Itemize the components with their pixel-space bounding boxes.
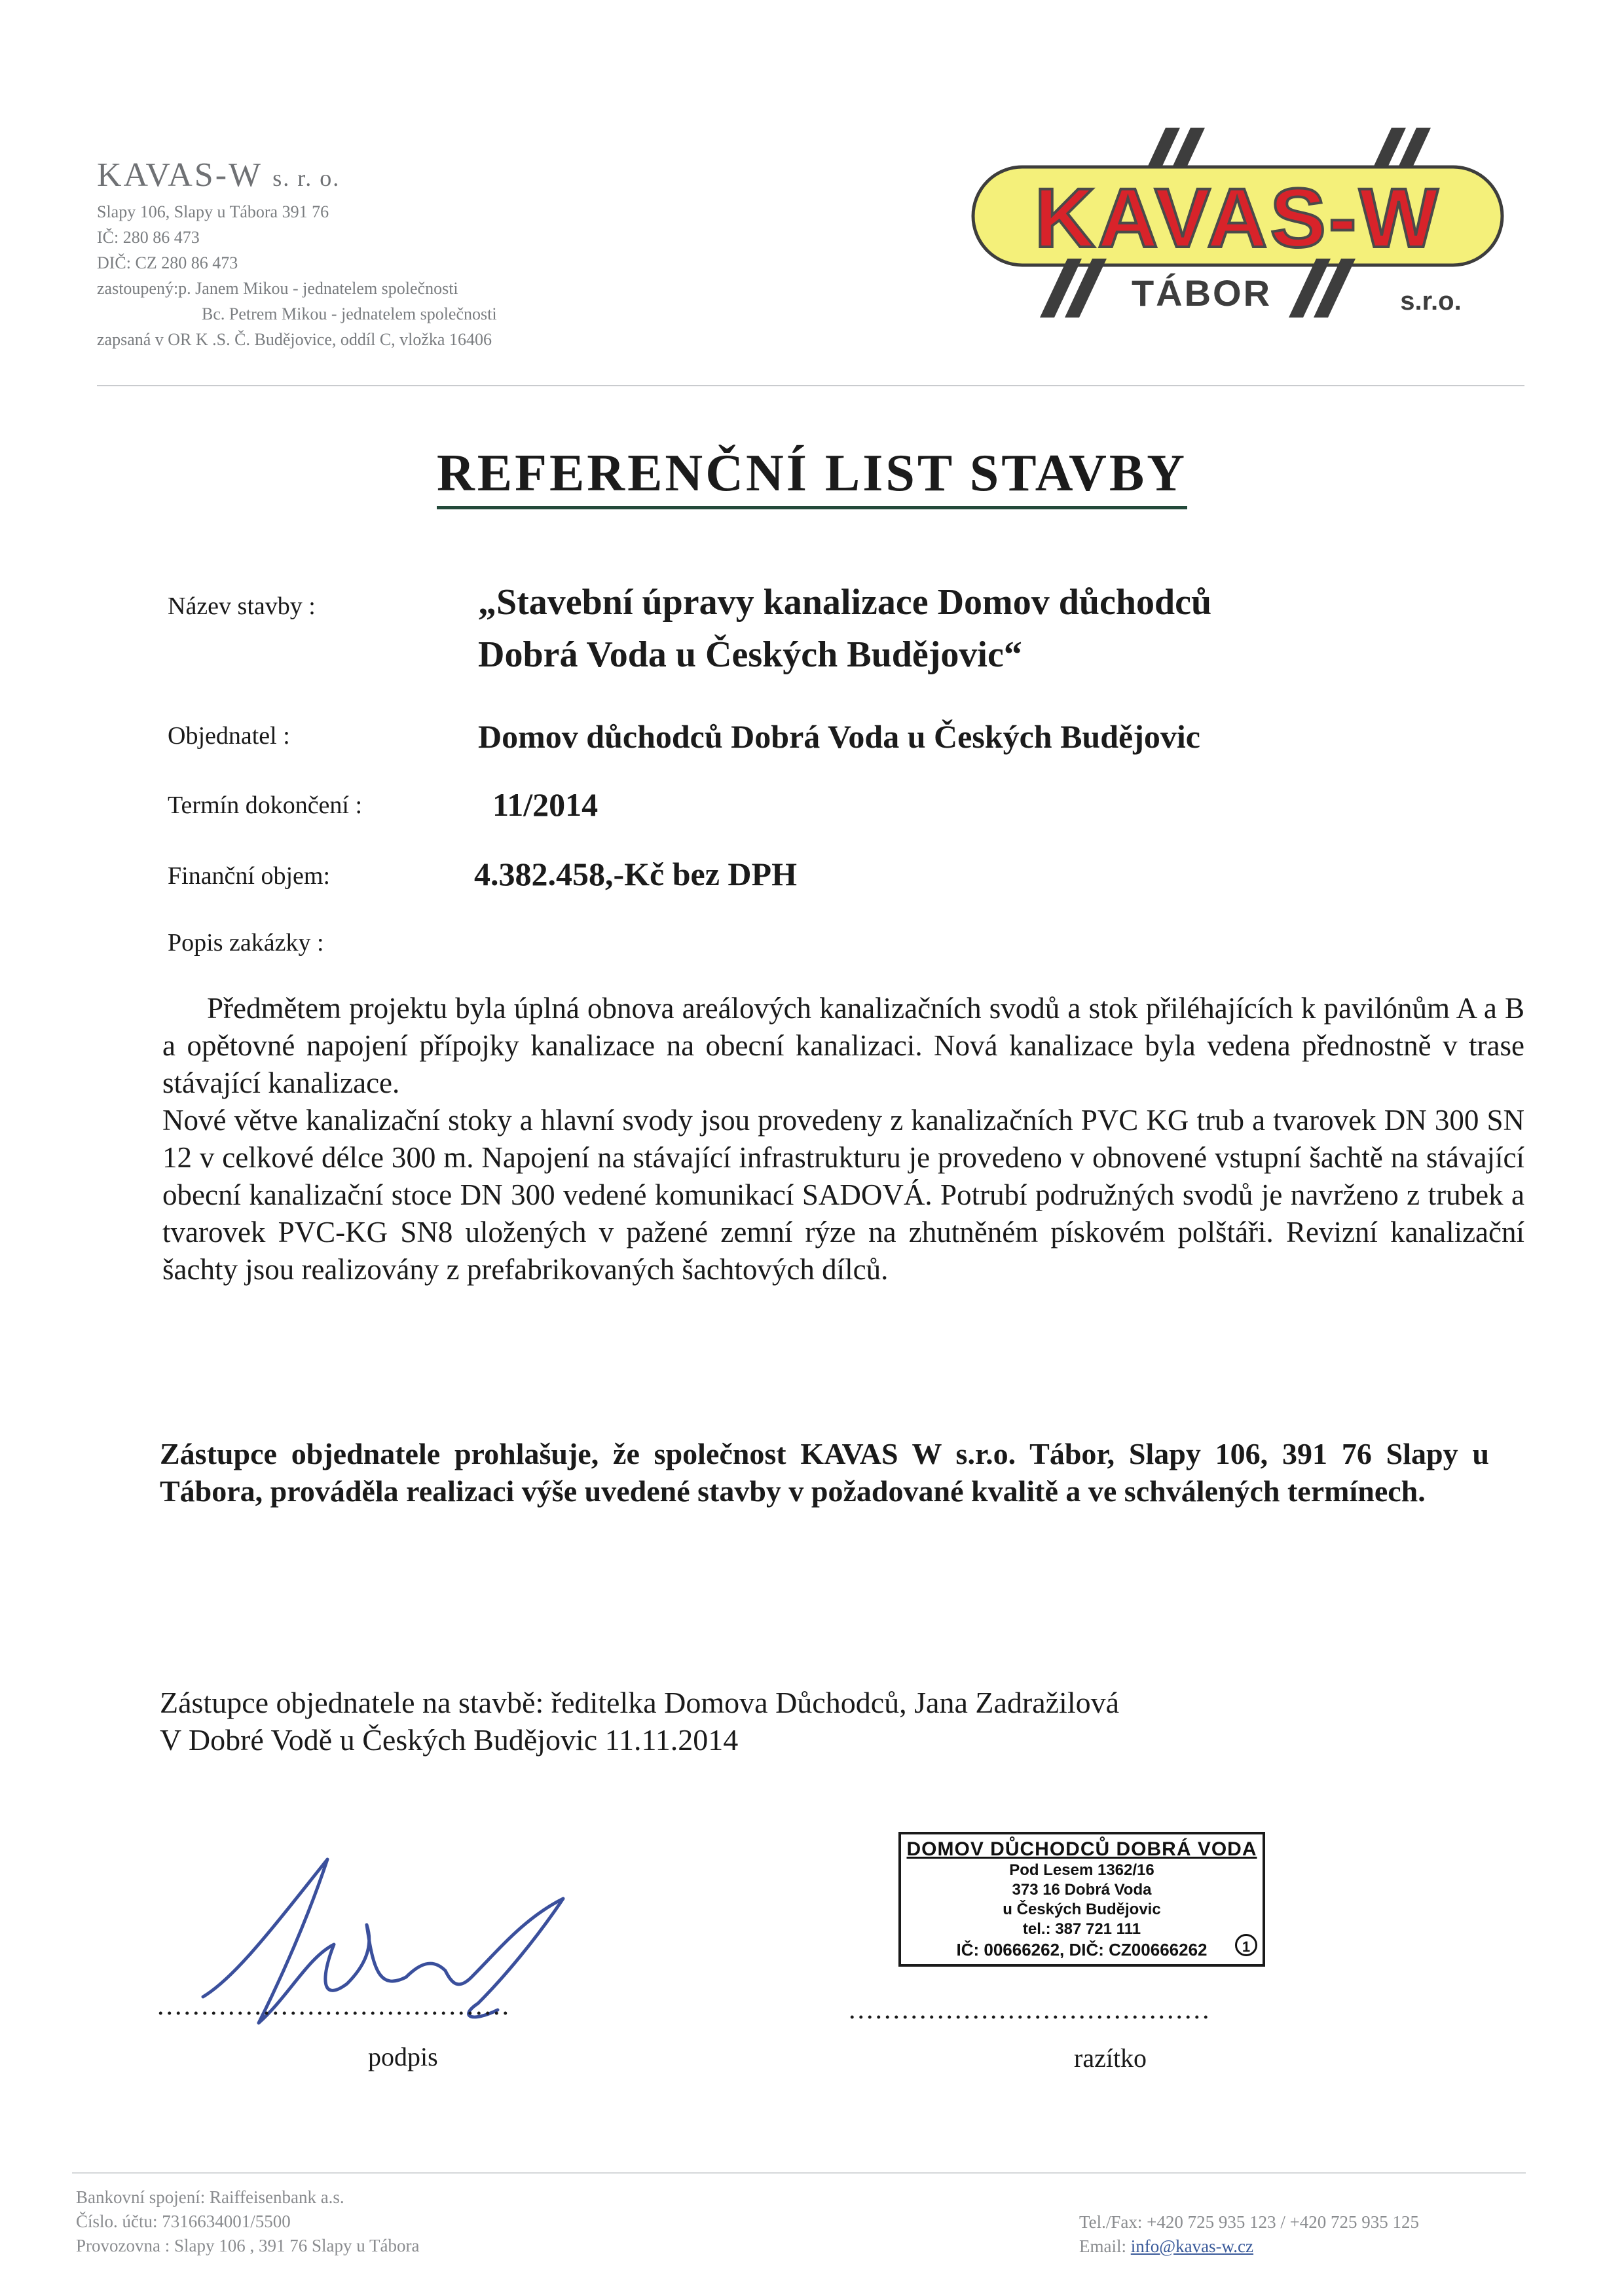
signature-line-left: ........................................ xyxy=(157,1991,511,2021)
company-name xyxy=(97,156,340,194)
termin-label: Termín dokončení : xyxy=(168,792,363,819)
stamp-title: DOMOV DŮCHODCŮ DOBRÁ VODA xyxy=(906,1838,1257,1860)
footer-tel: Tel./Fax: +420 725 935 123 / +420 725 935 125 xyxy=(1079,2212,1420,2232)
nazev-value-line1: „Stavební úpravy kanalizace Domov důchodců xyxy=(478,582,1212,623)
document-title xyxy=(0,444,1624,509)
kavas-w-logo xyxy=(969,128,1506,318)
dic-line: DIČ: CZ 280 86 473 xyxy=(97,253,238,272)
objednatel-value: Domov důchodců Dobrá Voda u Českých Budějovic xyxy=(478,718,1200,755)
description-paragraph-1: Předmětem projektu byla úplná obnova areálových kanalizačních svodů a stok přiléhajících k pavilónům A a B a opětovné napojení přípojky kanalizace na obecní kanalizaci. Nová kanalizace byla vedena přednostně v trase stávající kanalizace. xyxy=(162,992,1524,1099)
registration-line: zapsaná v OR K .S. Č. Budějovice, oddíl C, vložka 16406 xyxy=(97,330,492,349)
logo-suffix: s.r.o. xyxy=(1400,287,1462,316)
company-suffix: s. r. o. xyxy=(272,165,341,191)
footer-left xyxy=(76,2185,419,2258)
address-line: Slapy 106, Slapy u Tábora 391 76 xyxy=(97,202,329,221)
representative-line: zastoupený:p. Janem Mikou - jednatelem společnosti xyxy=(97,279,458,298)
stamp-address-1: Pod Lesem 1362/16 xyxy=(1009,1861,1154,1879)
razitko-label: razítko xyxy=(1074,2043,1147,2073)
popis-label: Popis zakázky : xyxy=(168,929,324,957)
podpis-label: podpis xyxy=(368,2042,438,2071)
company-name-text: KAVAS-W xyxy=(97,156,263,194)
stamp-address-2: 373 16 Dobrá Voda xyxy=(1012,1881,1152,1899)
objednatel-label: Objednatel : xyxy=(168,722,290,750)
organization-stamp xyxy=(898,1832,1265,1967)
ic-line: IČ: 280 86 473 xyxy=(97,228,200,247)
document-title-text: REFERENČNÍ LIST STAVBY xyxy=(437,444,1187,509)
nazev-value-line2: Dobrá Voda u Českých Budějovic“ xyxy=(478,634,1022,675)
representative-block xyxy=(160,1684,1119,1758)
description-paragraph-2: Nové větve kanalizační stoky a hlavní svody jsou provedeny z kanalizačních PVC KG trub a tvarovek DN 300 SN 12 v celkové délce 300 m. Napojení na stávající infrastrukturu je provedeno v obnovené vstupní šachtě na stávající obecní kanalizační stoce DN 300 vedené komunikací SADOVÁ. Potrubí podružných svodů je navrženo z trubek a tvarovek PVC-KG SN8 uložených v pažené zemní rýze na zhutněném pískovém polštáři. Revizní kanalizační šachty jsou realizovány z prefabrikovaných šachtových dílců. xyxy=(162,1104,1524,1286)
footer-right xyxy=(1079,2210,1419,2259)
signature-line-right: ......................................... xyxy=(849,1995,1211,2025)
footer-office: Provozovna : Slapy 106 , 391 76 Slapy u Tábora xyxy=(76,2236,420,2255)
stamp-address-3: u Českých Budějovic xyxy=(1003,1901,1161,1918)
financni-value: 4.382.458,-Kč bez DPH xyxy=(474,856,797,892)
stamp-phone: tel.: 387 721 111 xyxy=(1022,1920,1141,1938)
stamp-ids: IČ: 00666262, DIČ: CZ00666262 xyxy=(956,1940,1208,1959)
declaration: Zástupce objednatele prohlašuje, že společnost KAVAS W s.r.o. Tábor, Slapy 106, 391 76 Slapy u Tábora, prováděla realizaci výše uvedené stavby v požadované kvalitě a ve schválených termínech. xyxy=(160,1437,1489,1508)
logo-city: TÁBOR xyxy=(1131,272,1272,314)
company-address-block xyxy=(97,199,497,352)
footer-divider xyxy=(72,2172,1526,2174)
representative-line-2: Bc. Petrem Mikou - jednatelem společnosti xyxy=(202,304,497,323)
termin-value: 11/2014 xyxy=(492,786,599,823)
footer-bank: Bankovní spojení: Raiffeisenbank a.s. xyxy=(76,2187,344,2207)
footer-email-label: Email: xyxy=(1079,2236,1126,2256)
financni-label: Finanční objem: xyxy=(168,862,331,890)
footer-email-link[interactable]: info@kavas-w.cz xyxy=(1130,2236,1254,2256)
logo-main-text: KAVAS-W xyxy=(1034,172,1441,265)
footer-email-row xyxy=(1079,2234,1419,2259)
representative-line-2: V Dobré Vodě u Českých Budějovic 11.11.2014 xyxy=(160,1723,739,1757)
stamp-number: 1 xyxy=(1235,1934,1257,1956)
footer-account: Číslo. účtu: 7316634001/5500 xyxy=(76,2212,291,2231)
letterhead-divider xyxy=(97,385,1524,386)
representative-line-1: Zástupce objednatele na stavbě: ředitelka Domova Důchodců, Jana Zadražilová xyxy=(160,1686,1120,1719)
project-description xyxy=(162,990,1524,1288)
nazev-label: Název stavby : xyxy=(168,592,316,620)
